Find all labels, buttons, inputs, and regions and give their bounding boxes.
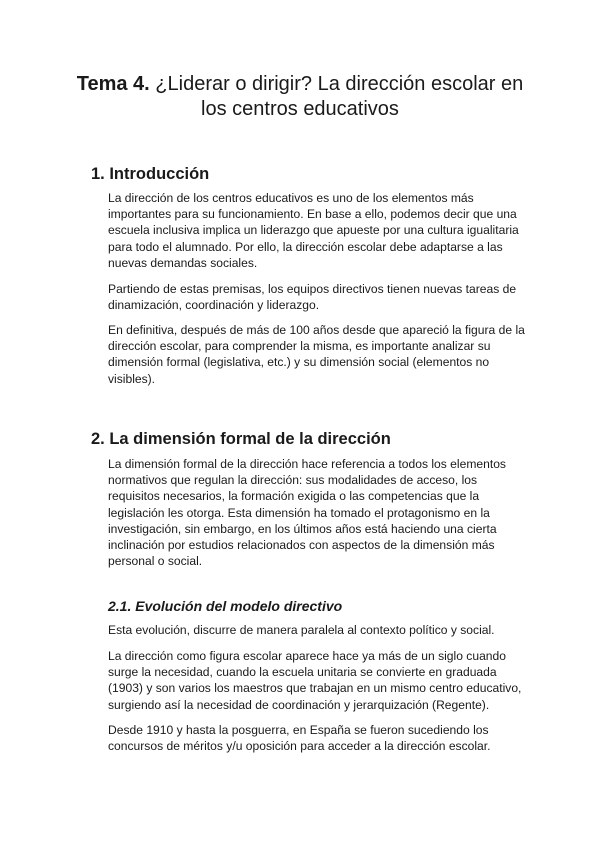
section-heading-introduccion: 1. Introducción bbox=[91, 165, 210, 183]
paragraph: Desde 1910 y hasta la posguerra, en España se fueron sucediendo los concursos de méritos y/u oposición para acceder a la dirección escolar. bbox=[108, 723, 491, 754]
document-title bbox=[60, 72, 540, 122]
paragraph: Esta evolución, discurre de manera paralela al contexto político y social. bbox=[108, 623, 495, 637]
subsection-heading-evolucion: 2.1. Evolución del modelo directivo bbox=[108, 598, 343, 614]
section-heading-dimension-formal: 2. La dimensión formal de la dirección bbox=[91, 430, 391, 448]
paragraph: La dirección como figura escolar aparece hace ya más de un siglo cuando surge la necesidad, cuando la escuela unitaria se convierte en graduada (1903) y son varios los maestros que trabajan en un mismo centro educativo, surgiendo así la necesidad de coordinación y jerarquización (Regente). bbox=[108, 649, 522, 712]
title-line2: los centros educativos bbox=[201, 98, 399, 120]
paragraph: La dirección de los centros educativos es uno de los elementos más importantes para su funcionamiento. En base a ello, podemos decir que una escuela inclusiva implica un liderazgo que apueste por una cultura igualitaria para todo el alumnado. Por ello, la dirección escolar debe adaptarse a las nuevas demandas sociales. bbox=[108, 191, 519, 270]
paragraph: La dimensión formal de la dirección hace referencia a todos los elementos normativos que regulan la dirección: sus modalidades de acceso, los requisitos necesarios, la formación exigida o las competencias que la legislación les otorga. Esta dimensión ha tomado el protagonismo en la investigación, sin embargo, en los últimos años está haciendo una cierta inclinación por estudios relacionados con aspectos de la dimensión más personal o social. bbox=[108, 457, 506, 569]
paragraph: En definitiva, después de más de 100 años desde que apareció la figura de la dirección escolar, para comprender la misma, es importante analizar su dimensión formal (legislativa, etc.) y su dimensión social (elementos no visibles). bbox=[108, 323, 525, 386]
title-prefix: Tema 4. bbox=[76, 73, 150, 95]
title-line1: ¿Liderar o dirigir? La dirección escolar en bbox=[155, 73, 524, 95]
paragraph: Partiendo de estas premisas, los equipos directivos tienen nuevas tareas de dinamización, coordinación y liderazgo. bbox=[108, 282, 517, 313]
